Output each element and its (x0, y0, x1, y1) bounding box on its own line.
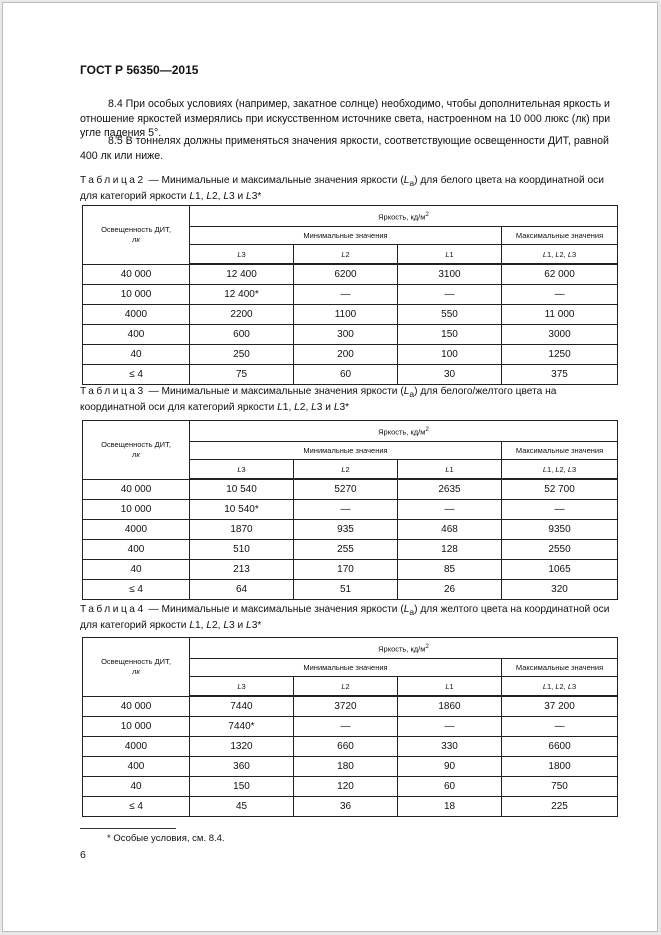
table-cell: 64 (190, 580, 294, 600)
header-min-values: Минимальные значения (190, 227, 502, 245)
table-caption-text-2: ) для белого цвета на координатной оси для категорий яркости (80, 175, 604, 203)
caption-cat-num: 3 (228, 191, 235, 203)
table-cell: 6200 (294, 264, 398, 285)
luminance-table-3 (82, 420, 618, 600)
table-row (83, 737, 618, 757)
table-cell: 10 540 (190, 479, 294, 500)
caption-cat-num: 1, (194, 191, 207, 203)
table-cell: 550 (398, 305, 502, 325)
header-min-values: Минимальные значения (190, 659, 502, 677)
col-symbol: L (237, 249, 242, 259)
table-caption-text-2: ) для белого/желтого цвета на координатной оси для категорий яркости (80, 386, 557, 414)
table-row (83, 479, 618, 500)
caption-cat-num: 3* (339, 402, 350, 414)
col-num: 2 (345, 249, 350, 259)
table-cell: 330 (398, 737, 502, 757)
table-caption-text: — Минимальные и максимальные значения яркости ( (145, 386, 404, 397)
table-cell: 375 (502, 365, 618, 385)
col-symbol: L (341, 681, 346, 691)
col-num: 1 (449, 249, 454, 259)
table-cell: 62 000 (502, 264, 618, 285)
caption-symbol-sub: a (409, 607, 415, 618)
header-luminance-text: Яркость, кд/м (378, 427, 426, 437)
table-cell: 40 (83, 560, 190, 580)
col-num: 3 (572, 249, 577, 259)
table-cell: 120 (294, 777, 398, 797)
table-cell: 40 000 (83, 479, 190, 500)
page-number: 6 (80, 849, 86, 861)
table-cell: 30 (398, 365, 502, 385)
table-row (83, 757, 618, 777)
table-cell: 400 (83, 757, 190, 777)
col-num: 3 (241, 681, 246, 691)
table-cell: 750 (502, 777, 618, 797)
table-cell: 3720 (294, 696, 398, 717)
caption-cat-num: 3 (316, 402, 323, 414)
table-cell: 12 400* (190, 285, 294, 305)
caption-cat-num: 1, (194, 620, 207, 632)
table-cell: ≤ 4 (83, 580, 190, 600)
header-max-values: Максимальные значения (502, 227, 618, 245)
luminance-table-4 (82, 637, 618, 817)
caption-cat: L (277, 402, 283, 414)
table-cell: 40 000 (83, 696, 190, 717)
header-luminance (190, 638, 618, 659)
caption-cat: L (223, 191, 229, 203)
caption-cat: L (189, 191, 195, 203)
table-cell: 40 000 (83, 264, 190, 285)
caption-cat: L (223, 620, 229, 632)
table-cell: 1250 (502, 345, 618, 365)
table-cell: 1100 (294, 305, 398, 325)
table-cell: 11 000 (502, 305, 618, 325)
col-num: 3 (572, 681, 577, 691)
luminance-table-2 (82, 205, 618, 385)
col-symbol: L (555, 681, 560, 691)
table-row (83, 560, 618, 580)
col-symbol: L (445, 249, 450, 259)
col-symbol: L (237, 681, 242, 691)
table-caption-text: — Минимальные и максимальные значения яркости ( (145, 175, 404, 186)
table-cell: 225 (502, 797, 618, 817)
col-symbol: L (341, 249, 346, 259)
table-cell: 10 540* (190, 500, 294, 520)
table-cell: 60 (294, 365, 398, 385)
header-col-l2 (294, 460, 398, 480)
table-cell: 255 (294, 540, 398, 560)
col-symbol: L (555, 249, 560, 259)
caption-cat: L (189, 620, 195, 632)
caption-and: и (234, 191, 247, 203)
paragraph-8-4: 8.4 При особых условиях (например, закатное солнце) необходимо, чтобы дополнительная яркость и отношение яркостей измерялись при искусственном источнике света, настроенном на 10 000 люкс (лк) при угле падения 5°. (80, 98, 611, 139)
table-row (83, 797, 618, 817)
caption-and: и (234, 620, 247, 632)
header-luminance-exp: 2 (425, 425, 429, 433)
table-caption-number: 3 (137, 386, 146, 397)
table-cell: 37 200 (502, 696, 618, 717)
footnote: * Особые условия, см. 8.4. (107, 833, 225, 844)
table-cell: 400 (83, 540, 190, 560)
col-num: 1, (547, 464, 556, 474)
table-cell: 300 (294, 325, 398, 345)
table-cell: — (398, 717, 502, 737)
header-illuminance-line2: лк (132, 449, 140, 459)
table-cell: 180 (294, 757, 398, 777)
table-cell: 85 (398, 560, 502, 580)
table-cell: 10 000 (83, 500, 190, 520)
header-col-max (502, 677, 618, 697)
table-cell: 200 (294, 345, 398, 365)
table-cell: 40 (83, 345, 190, 365)
table-cell: 60 (398, 777, 502, 797)
table-caption-number: 4 (137, 604, 146, 615)
table-cell: 5270 (294, 479, 398, 500)
header-luminance-exp: 2 (425, 642, 429, 650)
caption-cat: L (206, 191, 212, 203)
table-cell: 4000 (83, 520, 190, 540)
table-cell: 2635 (398, 479, 502, 500)
table-row (83, 325, 618, 345)
table-row (83, 580, 618, 600)
col-num: 2, (559, 464, 568, 474)
table-row (83, 540, 618, 560)
header-illuminance (83, 421, 190, 480)
table-cell: 10 000 (83, 717, 190, 737)
col-num: 1, (547, 249, 556, 259)
col-num: 1 (449, 464, 454, 474)
table-cell: 18 (398, 797, 502, 817)
caption-cat-num: 2, (299, 402, 312, 414)
table-cell: 52 700 (502, 479, 618, 500)
table-row (83, 285, 618, 305)
table-cell: 1065 (502, 560, 618, 580)
table-row (83, 264, 618, 285)
table-row (83, 520, 618, 540)
header-col-l1 (398, 460, 502, 480)
table-cell: 128 (398, 540, 502, 560)
table-cell: 510 (190, 540, 294, 560)
table-caption-2 (80, 174, 620, 204)
table-caption-text-2: ) для желтого цвета на координатной оси для категорий яркости (80, 604, 610, 632)
table-row (83, 345, 618, 365)
caption-and: и (322, 402, 334, 414)
table-caption-label: Таблица (80, 604, 138, 615)
caption-cat-num: 2, (211, 620, 224, 632)
table-cell: 2200 (190, 305, 294, 325)
caption-cat: L (246, 191, 252, 203)
table-cell: 600 (190, 325, 294, 345)
header-col-l2 (294, 245, 398, 265)
table-cell: 1800 (502, 757, 618, 777)
table-cell: — (294, 717, 398, 737)
table-cell: 170 (294, 560, 398, 580)
table-row (83, 500, 618, 520)
table-cell: 150 (398, 325, 502, 345)
table-cell: 45 (190, 797, 294, 817)
table-cell: 3000 (502, 325, 618, 345)
col-num: 2 (345, 681, 350, 691)
header-col-l3 (190, 460, 294, 480)
header-luminance-exp: 2 (425, 210, 429, 218)
table-cell: 400 (83, 325, 190, 345)
table-caption-label: Таблица (80, 386, 138, 397)
table-caption-label: Таблица (80, 175, 138, 186)
table-cell: 360 (190, 757, 294, 777)
col-num: 3 (572, 464, 577, 474)
table-cell: 3100 (398, 264, 502, 285)
caption-cat: L (206, 620, 212, 632)
table-cell: 4000 (83, 305, 190, 325)
header-illuminance-line2: лк (132, 666, 140, 676)
caption-cat-num: 3* (251, 191, 262, 203)
col-num: 3 (241, 464, 246, 474)
table-cell: 935 (294, 520, 398, 540)
table-cell: 75 (190, 365, 294, 385)
col-symbol: L (567, 249, 573, 259)
caption-cat-num: 3 (228, 620, 235, 632)
header-col-l2 (294, 677, 398, 697)
table-cell: 12 400 (190, 264, 294, 285)
table-row (83, 696, 618, 717)
col-symbol: L (542, 464, 547, 474)
table-cell: 10 000 (83, 285, 190, 305)
header-illuminance-line1: Освещенность ДИТ, (101, 656, 171, 666)
col-symbol: L (445, 681, 450, 691)
document-header: ГОСТ Р 56350—2015 (80, 63, 199, 77)
table-cell: 26 (398, 580, 502, 600)
caption-cat-num: 2, (211, 191, 224, 203)
col-symbol: L (555, 464, 560, 474)
footnote-separator (80, 828, 176, 829)
header-luminance (190, 421, 618, 442)
header-luminance (190, 206, 618, 227)
caption-symbol-sub: a (409, 178, 415, 189)
caption-cat: L (311, 402, 317, 414)
table-cell: 100 (398, 345, 502, 365)
col-symbol: L (542, 681, 547, 691)
table-cell: 213 (190, 560, 294, 580)
caption-cat: L (294, 402, 300, 414)
table-row (83, 365, 618, 385)
header-luminance-text: Яркость, кд/м (378, 644, 426, 654)
col-symbol: L (237, 464, 242, 474)
table-cell: 9350 (502, 520, 618, 540)
caption-symbol: L (403, 604, 410, 615)
table-cell: ≤ 4 (83, 797, 190, 817)
paragraph-8-5: 8.5 В тоннелях должны применяться значения яркости, соответствующие освещенности ДИТ, равной 400 лк или ниже. (80, 135, 609, 162)
table-cell: 1860 (398, 696, 502, 717)
table-cell: ≤ 4 (83, 365, 190, 385)
header-illuminance-line1: Освещенность ДИТ, (101, 224, 171, 234)
table-cell: 4000 (83, 737, 190, 757)
table-cell: — (398, 285, 502, 305)
table-cell: 468 (398, 520, 502, 540)
table-cell: 40 (83, 777, 190, 797)
table-cell: — (502, 285, 618, 305)
table-row (83, 717, 618, 737)
col-num: 3 (241, 249, 246, 259)
header-illuminance (83, 206, 190, 265)
col-num: 1 (449, 681, 454, 691)
header-col-max (502, 460, 618, 480)
header-max-values: Максимальные значения (502, 442, 618, 460)
table-cell: — (294, 285, 398, 305)
col-symbol: L (341, 464, 346, 474)
header-illuminance (83, 638, 190, 697)
table-cell: 36 (294, 797, 398, 817)
table-cell: 320 (502, 580, 618, 600)
table-cell: 6600 (502, 737, 618, 757)
header-col-max (502, 245, 618, 265)
table-cell: 250 (190, 345, 294, 365)
table-cell: 1870 (190, 520, 294, 540)
col-symbol: L (542, 249, 547, 259)
header-min-values: Минимальные значения (190, 442, 502, 460)
table-cell: — (502, 500, 618, 520)
table-cell: 7440* (190, 717, 294, 737)
table-cell: 7440 (190, 696, 294, 717)
table-cell: 660 (294, 737, 398, 757)
table-caption-4 (80, 603, 620, 633)
table-row (83, 777, 618, 797)
table-cell: — (294, 500, 398, 520)
caption-symbol-sub: a (409, 389, 415, 400)
table-cell: 1320 (190, 737, 294, 757)
header-col-l3 (190, 677, 294, 697)
caption-symbol: L (403, 175, 410, 186)
header-illuminance-line1: Освещенность ДИТ, (101, 439, 171, 449)
table-caption-3 (80, 385, 620, 415)
header-col-l1 (398, 245, 502, 265)
table-cell: 90 (398, 757, 502, 777)
header-illuminance-line2: лк (132, 234, 140, 244)
header-col-l1 (398, 677, 502, 697)
table-cell: — (502, 717, 618, 737)
header-max-values: Максимальные значения (502, 659, 618, 677)
table-cell: — (398, 500, 502, 520)
caption-cat: L (333, 402, 340, 414)
col-num: 2, (559, 249, 568, 259)
caption-symbol: L (403, 386, 410, 397)
col-symbol: L (567, 681, 573, 691)
caption-cat: L (246, 620, 252, 632)
caption-cat-num: 1, (282, 402, 295, 414)
table-cell: 2550 (502, 540, 618, 560)
col-num: 2 (345, 464, 350, 474)
col-num: 1, (547, 681, 556, 691)
col-symbol: L (445, 464, 450, 474)
col-symbol: L (567, 464, 573, 474)
col-num: 2, (559, 681, 568, 691)
caption-cat-num: 3* (251, 620, 262, 632)
table-cell: 150 (190, 777, 294, 797)
header-luminance-text: Яркость, кд/м (378, 212, 426, 222)
table-caption-text: — Минимальные и максимальные значения яркости ( (145, 604, 404, 615)
table-row (83, 305, 618, 325)
table-cell: 51 (294, 580, 398, 600)
header-col-l3 (190, 245, 294, 265)
table-caption-number: 2 (137, 175, 146, 186)
document-page (2, 2, 658, 932)
